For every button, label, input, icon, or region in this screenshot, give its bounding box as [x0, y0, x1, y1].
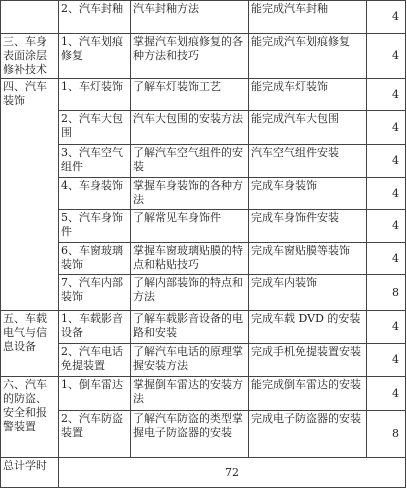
- content-cell: 汽车大包围的安装方法: [131, 111, 249, 145]
- hours-cell: 8: [367, 411, 406, 458]
- item-cell: 3、汽车空气组件: [59, 145, 131, 178]
- content-cell: 掌握倒车雷达的安装方法: [131, 377, 249, 411]
- item-cell: 1、汽车划痕修复: [59, 34, 131, 79]
- table-row: [1, 411, 406, 458]
- goal-cell: 完成车身装饰: [249, 178, 367, 210]
- module-cell: 五、车载电气与信息设备: [1, 311, 59, 377]
- module-cell: 四、汽车装饰: [1, 79, 59, 311]
- goal-cell: 能完成汽车封釉: [249, 1, 367, 34]
- item-cell: 7、汽车内部装饰: [59, 275, 131, 311]
- content-cell: 了解车灯装饰工艺: [131, 79, 249, 111]
- item-cell: 1、车灯装饰: [59, 79, 131, 111]
- goal-cell: 完成电子防盗器的安装: [249, 411, 367, 458]
- goal-cell: 能完成车灯装饰: [249, 79, 367, 111]
- item-cell: 4、车身装饰: [59, 178, 131, 210]
- content-cell: 了解常见车身饰件: [131, 210, 249, 243]
- goal-cell: 完成车内装饰: [249, 275, 367, 311]
- table-row: [1, 210, 406, 243]
- hours-cell: 4: [367, 145, 406, 178]
- table-row: [1, 311, 406, 344]
- table-row: [1, 79, 406, 111]
- goal-cell: 完成车窗贴膜等装饰: [249, 243, 367, 275]
- table-row: [1, 111, 406, 145]
- hours-cell: 4: [367, 243, 406, 275]
- hours-cell: 4: [367, 311, 406, 344]
- hours-cell: 4: [367, 344, 406, 377]
- hours-cell: 4: [367, 111, 406, 145]
- content-cell: 了解汽车电话的原理掌握安装方法: [131, 344, 249, 377]
- item-cell: 5、汽车身饰件: [59, 210, 131, 243]
- goal-cell: 完成车载 DVD 的安装: [249, 311, 367, 344]
- table-row: [1, 377, 406, 411]
- item-cell: 1、倒车雷达: [59, 377, 131, 411]
- goal-cell: 汽车空气组件安装: [249, 145, 367, 178]
- table-row: [1, 34, 406, 79]
- hours-cell: 8: [367, 275, 406, 311]
- item-cell: 1、车载影音设备: [59, 311, 131, 344]
- total-row: [1, 458, 406, 488]
- hours-cell: 4: [367, 210, 406, 243]
- item-cell: 2、汽车封釉: [59, 1, 131, 34]
- total-label: 总计学时: [1, 458, 59, 488]
- table-row: [1, 178, 406, 210]
- module-cell: 六、汽车的防盗、安全和报警装置: [1, 377, 59, 458]
- item-cell: 2、汽车大包围: [59, 111, 131, 145]
- module-cell: [1, 1, 59, 34]
- goal-cell: 能完成汽车划痕修复: [249, 34, 367, 79]
- content-cell: 了解车载影音设备的电路和安装: [131, 311, 249, 344]
- content-cell: 了解内部装饰的特点和方法: [131, 275, 249, 311]
- table-row: [1, 1, 406, 34]
- goal-cell: 完成手机免提装置安装: [249, 344, 367, 377]
- item-cell: 2、汽车防盗装置: [59, 411, 131, 458]
- hours-cell: 4: [367, 34, 406, 79]
- table-row: [1, 275, 406, 311]
- content-cell: 了解汽车空气组件的安装: [131, 145, 249, 178]
- goal-cell: 完成车身饰件安装: [249, 210, 367, 243]
- hours-cell: 4: [367, 1, 406, 34]
- item-cell: 6、车窗玻璃装饰: [59, 243, 131, 275]
- total-value: 72: [59, 458, 406, 488]
- content-cell: 掌握车身装饰的各种方法: [131, 178, 249, 210]
- content-cell: 掌握汽车划痕修复的各种方法和技巧: [131, 34, 249, 79]
- content-cell: 了解汽车防盗的类型掌握电子防盗器的安装: [131, 411, 249, 458]
- content-cell: 掌握车窗玻璃贴膜的特点和粘贴技巧: [131, 243, 249, 275]
- goal-cell: 能完成汽车大包围: [249, 111, 367, 145]
- table-row: [1, 243, 406, 275]
- hours-cell: 4: [367, 377, 406, 411]
- table-row: [1, 145, 406, 178]
- module-cell: 三、车身表面涂层修补技术: [1, 34, 59, 79]
- content-cell: 汽车封釉方法: [131, 1, 249, 34]
- table-row: [1, 344, 406, 377]
- hours-cell: 4: [367, 79, 406, 111]
- goal-cell: 能完成倒车雷达的安装: [249, 377, 367, 411]
- hours-cell: 4: [367, 178, 406, 210]
- item-cell: 2、汽车电话免提装置: [59, 344, 131, 377]
